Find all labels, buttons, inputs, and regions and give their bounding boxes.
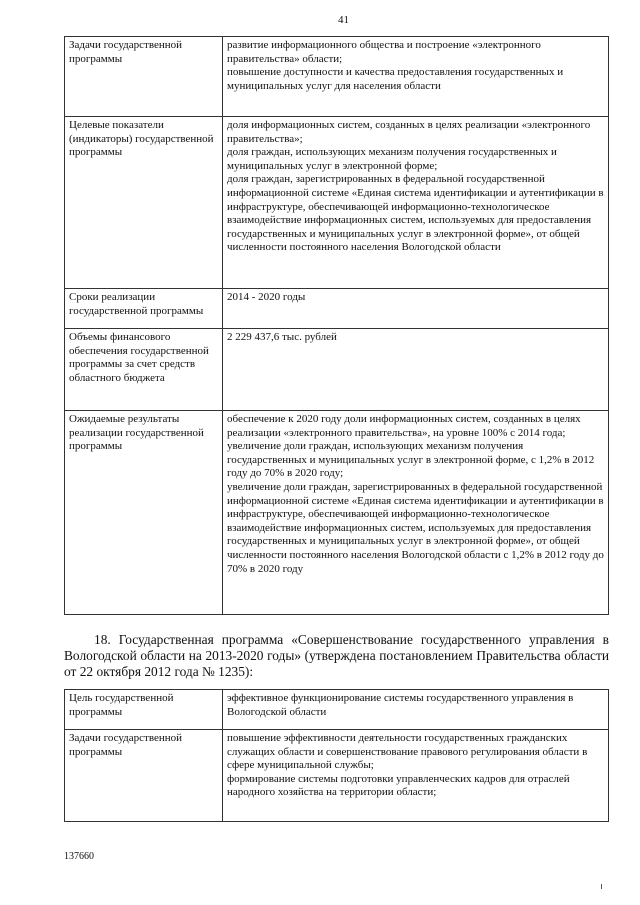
row-label: Объемы финансового обеспечения государственной программы за счет средств областного бюджета <box>65 329 223 411</box>
content-line: повышение доступности и качества предоставления государственных и муниципальных услуг для населения области <box>227 66 564 92</box>
section-heading <box>64 632 609 680</box>
content-line: формирование системы подготовки управленческих кадров для отраслей народного хозяйства на территории области; <box>227 772 570 799</box>
table-row-expected-results <box>65 411 609 615</box>
content-line: увеличение доли граждан, использующих механизм получения государственных и муниципальных услуг в электронной форме, с 1,2% в 2012 году до 70% в 2020 году; <box>227 440 595 480</box>
row-label: Сроки реализации государственной программы <box>65 289 223 329</box>
row-label: Задачи государственной программы <box>65 37 223 117</box>
table-row-timeframe <box>65 289 609 329</box>
table-row-indicators <box>65 117 609 289</box>
section-heading-text: 18. Государственная программа «Совершенствование государственного управления в Вологодской области на 2013-2020 годы» (утверждена постановлением Правительства области от 22 октября 2012 года № 1235): <box>64 632 609 679</box>
row-content <box>223 37 609 117</box>
row-content <box>223 329 609 411</box>
row-content <box>223 117 609 289</box>
document-code: 137660 <box>64 851 94 862</box>
row-content <box>223 289 609 329</box>
row-content <box>223 690 609 730</box>
page-number: 41 <box>338 14 349 26</box>
content-line: доля информационных систем, созданных в целях реализации «электронного правительства»; <box>227 119 591 145</box>
row-label: Задачи государственной программы <box>65 730 223 822</box>
scan-mark <box>601 884 602 889</box>
content-line: эффективное функционирование системы государственного управления в Вологодской области <box>227 692 574 718</box>
content-line: 2014 - 2020 годы <box>227 291 306 303</box>
row-content <box>223 411 609 615</box>
content-line: доля граждан, использующих механизм получения государственных и муниципальных услуг в электронной форме; <box>227 146 557 172</box>
content-line: повышение эффективности деятельности государственных гражданских служащих области и совершенствование правового регулирования области в сфере муниципальной службы; <box>227 732 588 772</box>
content-line: доля граждан, зарегистрированных в федеральной государственной информационной системе «Единая система идентификации и аутентификации в инфраструктуре, обеспечивающей информационно-технологическое взаимодействие информационных систем, используемых для предоставления государственных и муниципальных услуг в электронной форме», от общей численности постоянного населения Вологодской области <box>227 173 604 254</box>
table-row-goal <box>65 690 609 730</box>
table-row-tasks <box>65 37 609 117</box>
content-line: увеличение доли граждан, зарегистрированных в федеральной государственной информационной системе «Единая система идентификации и аутентификации в инфраструктуре, обеспечивающей информационно-технологическое взаимодействие информационных систем, используемых для предоставления государственных и муниципальных услуг в электронной форме», от общей численности постоянного населения Вологодской области с 1,2% в 2012 году до 70% в 2020 году <box>227 480 604 575</box>
row-label: Ожидаемые результаты реализации государственной программы <box>65 411 223 615</box>
table-row-funding <box>65 329 609 411</box>
row-content <box>223 730 609 822</box>
row-label: Цель государственной программы <box>65 690 223 730</box>
content-line: 2 229 437,6 тыс. рублей <box>227 331 337 343</box>
program-passport-table-17 <box>64 36 609 615</box>
content-line: развитие информационного общества и построение «электронного правительства» области; <box>227 39 541 65</box>
row-label: Целевые показатели (индикаторы) государственной программы <box>65 117 223 289</box>
table-row-tasks <box>65 730 609 822</box>
program-passport-table-18 <box>64 689 609 822</box>
content-line: обеспечение к 2020 году доли информационных систем, созданных в целях реализации «электронного правительства», на уровне 100% с 2014 года; <box>227 413 581 439</box>
